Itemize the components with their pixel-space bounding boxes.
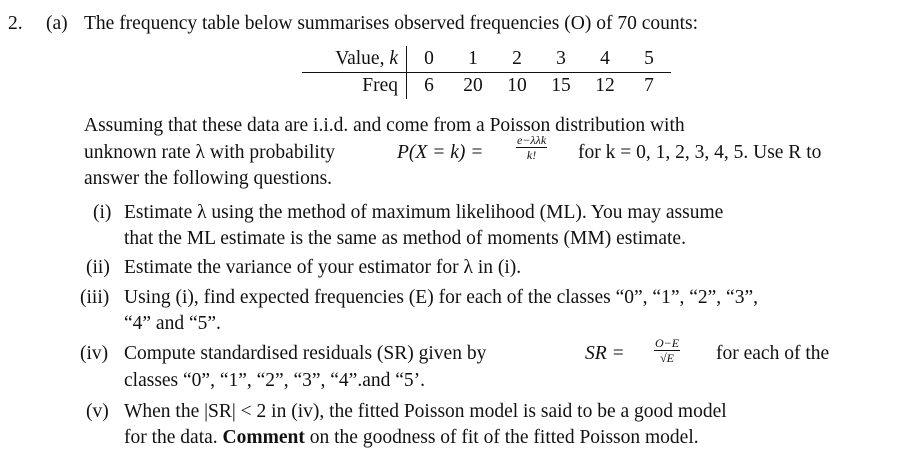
item-v-line-2-rest: on the goodness of fit of the fitted Poisson model. bbox=[304, 427, 699, 448]
table-cell: 6 bbox=[407, 73, 452, 100]
table-cell: 7 bbox=[644, 75, 654, 97]
item-iv-line-1a: Compute standardised residuals (SR) given by bbox=[124, 343, 487, 364]
item-label-v: (v) bbox=[86, 401, 109, 422]
item-i-line-1: Estimate λ using the method of maximum likelihood (ML). You may assume bbox=[124, 202, 724, 223]
pmf-formula: P(X = k) = bbox=[397, 142, 484, 163]
question-part: (a) bbox=[46, 13, 68, 34]
pmf-denominator: k! bbox=[526, 148, 537, 162]
sr-formula: SR = bbox=[585, 343, 625, 364]
item-v-line-2: for the data. Comment on the goodness of fit of the fitted Poisson model. bbox=[124, 427, 699, 448]
question-intro: The frequency table below summarises observed frequencies (O) of 70 counts: bbox=[84, 13, 699, 34]
sr-fraction bbox=[654, 337, 680, 364]
item-ii-line-1: Estimate the variance of your estimator for λ in (i). bbox=[124, 257, 522, 278]
paragraph-line-1: Assuming that these data are i.i.d. and come from a Poisson distribution with bbox=[84, 115, 685, 136]
table-cell: 2 bbox=[495, 46, 539, 73]
row-label-freq: Freq bbox=[362, 75, 398, 97]
item-iii-line-2: “4” and “5”. bbox=[124, 313, 221, 334]
pmf-fraction bbox=[516, 134, 547, 161]
paragraph-line-2a: unknown rate λ with probability bbox=[84, 142, 335, 163]
table-cell: 5 bbox=[627, 46, 671, 73]
item-label-i: (i) bbox=[93, 202, 112, 223]
table-row-values bbox=[302, 46, 671, 73]
table-cell: 20 bbox=[463, 75, 483, 97]
table-cell: 12 bbox=[595, 75, 615, 97]
table-cell: 10 bbox=[507, 75, 527, 97]
table-cell: 1 bbox=[451, 46, 495, 73]
item-iii-line-1: Using (i), find expected frequencies (E) for each of the classes “0”, “1”, “2”, “3”, bbox=[124, 287, 758, 308]
comment-keyword: Comment bbox=[222, 427, 305, 448]
table-cell: 15 bbox=[551, 75, 571, 97]
table-cell: 4 bbox=[583, 46, 627, 73]
item-iv-line-2: classes “0”, “1”, “2”, “3”, “4”.and “5’. bbox=[124, 370, 426, 391]
row-label-value: Value, k bbox=[302, 46, 407, 73]
paragraph-line-3: answer the following questions. bbox=[84, 168, 333, 189]
table-cell: 3 bbox=[539, 46, 583, 73]
item-iv-line-1b: for each of the bbox=[716, 343, 830, 364]
item-v-line-1: When the |SR| < 2 in (iv), the fitted Poisson model is said to be a good model bbox=[124, 401, 727, 422]
question-number: 2. bbox=[8, 13, 23, 34]
table-cell: 0 bbox=[407, 46, 452, 73]
item-label-iii: (iii) bbox=[80, 287, 110, 308]
pmf-numerator: e−λλk bbox=[517, 133, 547, 147]
item-i-line-2: that the ML estimate is the same as method of moments (MM) estimate. bbox=[124, 228, 686, 249]
sr-denominator: √E bbox=[660, 351, 674, 365]
paragraph-line-2b: for k = 0, 1, 2, 3, 4, 5. Use R to bbox=[578, 142, 822, 163]
item-label-ii: (ii) bbox=[86, 257, 110, 278]
item-label-iv: (iv) bbox=[80, 343, 109, 364]
sr-numerator: O−E bbox=[655, 336, 680, 350]
frequency-table bbox=[302, 46, 671, 99]
table-row-freq bbox=[302, 73, 671, 100]
